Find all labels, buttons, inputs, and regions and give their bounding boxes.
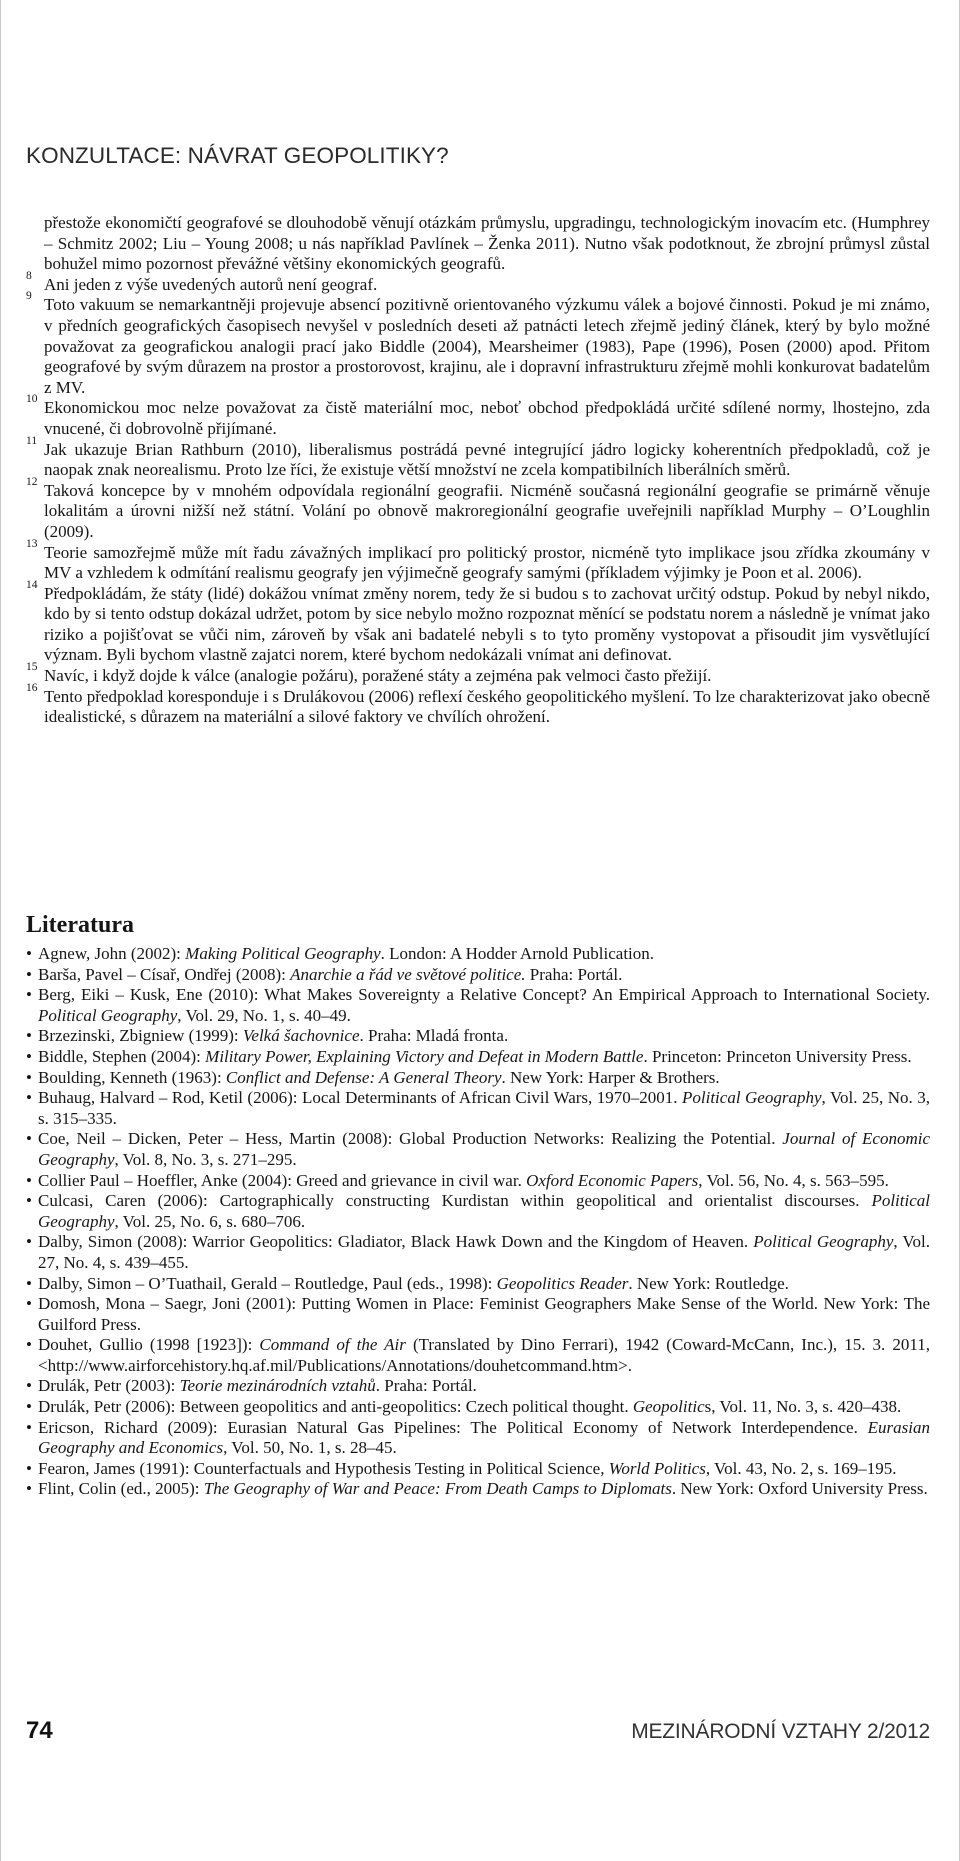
bullet-icon: • — [26, 944, 32, 963]
footnote-number: 14 — [26, 578, 38, 591]
bib-entry — [26, 1479, 930, 1500]
bullet-icon: • — [26, 1191, 32, 1211]
bib-text: Fearon, James (1991): Counterfactuals and Hypothesis Testing in Political Science — [38, 1458, 601, 1478]
bullet-icon: • — [26, 1458, 32, 1478]
footnote — [26, 269, 930, 296]
bib-entry — [26, 1171, 930, 1192]
footnote — [26, 290, 930, 398]
bullet-icon: • — [26, 964, 32, 984]
bib-title: Conflict and Defense: A General Theory — [225, 1067, 502, 1087]
journal-name: MEZINÁRODNÍ VZTAHY 2/2012 — [631, 1720, 930, 1743]
footnotes — [26, 213, 930, 728]
bib-title: Geopolitic — [632, 1397, 705, 1417]
bib-entry — [26, 1335, 930, 1376]
footnote-text: Předpokládám, že státy (lidé) dokážou vnímat změny norem, tedy že si budou s to zachovat určitý odstup. Pokud by nebyl nikdo, kdo by si tento odstup dokázal udržet, potom by sice nebylo možno rozpoznat měnící se podstatu norem a následně je vnímat jako riziko a pojišťovat se vůči nim, zároveň by však ani badatelé nebyli s to tyto proměny vystopovat a přisoudit jim vysvětlující význam. Byli bychom vlastně zajatci norem, které bychom nedokázali vnímat ani definovat. — [44, 583, 930, 665]
footnote-text: Teorie samozřejmě může mít řadu závažných implikací pro politický prostor, nicméně tyto implikace jsou zřídka zkoumány v MV a vzhledem k odmítání realismu geografy jen výjimečně geografy samými (příkladem výjimky je Poon et al. 2006). — [44, 542, 930, 583]
bib-details: . New York: Harper & Brothers. — [501, 1067, 720, 1087]
bib-text: Culcasi, Caren (2006): Cartographically constructing Kurdistan within geopolitical and orientalist discourses. — [38, 1191, 872, 1211]
bib-text: Buhaug, Halvard – Rod, Ketil (2006): Local Determinants of African Civil Wars, 1970–2001. — [38, 1088, 682, 1108]
bib-title: Political Geography — [38, 1005, 178, 1025]
bullet-icon: • — [26, 1479, 32, 1499]
footnote-number: 16 — [26, 681, 38, 694]
bib-text: Douhet, Gullio (1998 [1923]): — [38, 1335, 260, 1355]
bib-entry — [26, 985, 930, 1026]
bib-title: Command of the Air — [259, 1335, 406, 1355]
bullet-icon: • — [26, 1170, 32, 1190]
bib-entry — [26, 944, 930, 965]
bullet-icon: • — [26, 1294, 32, 1314]
footnote — [26, 537, 930, 584]
bib-details: . Praha: Mladá fronta. — [359, 1026, 509, 1046]
footnote-number: 11 — [26, 434, 38, 447]
bib-details: , Vol. 25, No. 3, s. 315–335. — [38, 1088, 931, 1128]
bullet-icon: • — [26, 1232, 32, 1252]
bib-text: Flint, Colin (ed., 2005): — [38, 1479, 204, 1499]
bullet-icon: • — [26, 1026, 32, 1046]
bib-title: Military Power, Explaining Victory and Defeat in Modern Battle — [205, 1046, 644, 1066]
bib-text: Biddle, Stephen (2004): — [38, 1046, 206, 1066]
footnote-text: Taková koncepce by v mnohém odpovídala regionální geografii. Nicméně současná regionální geografie se primárně věnuje lokalitám a úrovni nižší než státní. Volání po obnově makroregionální geografie uveřejnili například Murphy – O’Loughlin (2009). — [44, 480, 930, 541]
bib-details: (Translated by Dino Ferrari), 1942 (Coward-McCann, Inc.), 15. 3. 2011, <http://www.airforcehistory.hq.af.mil/Publications/Annotations/douhetcommand.htm>. — [38, 1335, 930, 1375]
bib-title: The Geography of War and Peace: From Death Camps to Diplomats — [203, 1479, 672, 1499]
footnote-text: Navíc, i když dojde k válce (analogie požáru), poražené státy a zejména pak velmoci často přežijí. — [44, 666, 712, 686]
bib-details: , Vol. 8, No. 3, s. 271–295. — [114, 1149, 297, 1169]
bib-details: , Vol. 29, No. 1, s. 40–49. — [177, 1005, 351, 1025]
footnote-number: 12 — [26, 475, 38, 488]
bullet-icon: • — [26, 1067, 32, 1087]
bib-entry — [26, 1418, 930, 1459]
bib-title: Geopolitics Reader — [496, 1273, 629, 1293]
bib-text: Agnew, John (2002): — [38, 944, 186, 963]
footnote-text: Ekonomickou moc nelze považovat za čistě materiální moc, neboť obchod předpokládá určité sdílené normy, lhostejno, zda vnucené, či dobrovolně přijímané. — [44, 398, 930, 438]
footnote — [26, 661, 930, 687]
bib-text: Drulák, Petr (2006): Between geopolitics and anti-geopolitics: Czech political thought. — [38, 1397, 633, 1417]
bib-text: Berg, Eiki – Kusk, Ene (2010): What Makes Sovereignty a Relative Concept? An Empirical Approach to International Society. — [38, 985, 930, 1005]
bib-details: s, Vol. 11, No. 3, s. 420–438. — [704, 1397, 902, 1417]
bib-text: Barša, Pavel – Císař, Ondřej (2008): — [38, 964, 291, 984]
bib-title: Journal of Economic Geography — [38, 1129, 930, 1169]
footnote-continuation: přestože ekonomičtí geografové se dlouhodobě věnují otázkám průmyslu, upgradingu, technologickým inovacím etc. (Humphrey – Schmitz 2002; Liu – Young 2008; u nás například Pavlínek – Ženka 2011). Nutno však podotknout, že zbrojní průmysl zůstal bohužel mimo pozornost převážné většiny ekonomických geografů. — [44, 213, 930, 274]
bib-text: Boulding, Kenneth (1963): — [38, 1067, 226, 1087]
bib-title: Velká šachovnice — [242, 1026, 360, 1046]
bib-details: , Vol. 43, No. 2, s. 169–195. — [705, 1458, 897, 1478]
bib-details: . London: A Hodder Arnold Publication. — [380, 944, 655, 963]
bullet-icon: • — [26, 1417, 32, 1437]
bullet-icon: • — [26, 1046, 32, 1066]
footnote-number: 13 — [26, 537, 38, 550]
bib-text: Coe, Neil – Dicken, Peter – Hess, Martin (2008): Global Production Networks: Realizing the Potential. — [38, 1129, 783, 1149]
bib-entry — [26, 1129, 930, 1170]
bib-details: , Vol. 50, No. 1, s. 28–45. — [223, 1438, 397, 1458]
page-number: 74 — [26, 1717, 53, 1744]
bib-details: . Praha: Portál. — [375, 1376, 477, 1396]
bullet-icon: • — [26, 985, 32, 1005]
bib-entry — [26, 1397, 930, 1418]
bib-entry — [26, 1274, 930, 1295]
bib-title: Teorie mezinárodních vztahů — [179, 1376, 376, 1396]
bib-entry — [26, 1088, 930, 1129]
bib-title: Political Geography — [38, 1191, 930, 1231]
bib-entry — [26, 1294, 930, 1335]
bib-details: Praha: Portál. — [525, 964, 623, 984]
footnote-text: Toto vakuum se nemarkantněji projevuje absencí pozitivně orientovaného výzkumu válek a bojové činnosti. Pokud je mi známo, v předních geografických časopisech nevyšel v posledních deseti až patnácti letech zřejmě jediný článek, který by bylo možné považovat za geografickou analogii prací jako Biddle (2004), Mearsheimer (1983), Pape (1996), Posen (2000) apod. Přitom geografové by svým důrazem na prostor a prostorovost, krajinu, ale i dopravní infrastrukturu zřejmě mohli konkurovat badatelům z MV. — [44, 295, 930, 397]
bib-title: Anarchie a řád ve světové politice. — [290, 964, 526, 984]
bib-text: Dalby, Simon (2008): Warrior Geopolitics: Gladiator, Black Hawk Down and the Kingdom of Heaven. — [38, 1232, 754, 1252]
bib-title: Making Political Geography — [185, 944, 381, 963]
footnote-number: 15 — [26, 661, 38, 674]
bullet-icon: • — [26, 1088, 32, 1108]
page-edge-left — [0, 0, 1, 1861]
bullet-icon: • — [26, 1397, 32, 1417]
literature-heading: Literatura — [26, 912, 134, 938]
bib-details: , Vol. 27, No. 4, s. 439–455. — [38, 1232, 930, 1272]
bib-text: Drulák, Petr (2003): — [38, 1376, 180, 1396]
bib-text: Domosh, Mona – Saegr, Joni (2001): Putting Women in Place: Feminist Geographers Make Sense of the World. New York: The Guilford Press. — [38, 1294, 930, 1334]
bullet-icon: • — [26, 1129, 32, 1149]
bib-entry — [26, 1047, 930, 1068]
bib-text: Dalby, Simon – O’Tuathail, Gerald – Routledge, Paul (eds., 1998): — [38, 1273, 497, 1293]
bib-details: , Vol. 25, No. 6, s. 680–706. — [114, 1211, 306, 1231]
bib-entry — [26, 1232, 930, 1273]
footnote — [26, 434, 930, 481]
bib-details: . New York: Oxford University Press. — [671, 1479, 928, 1499]
bib-title: Political Geography — [753, 1232, 894, 1252]
bib-entry — [26, 1026, 930, 1047]
bib-details: . Princeton: Princeton University Press. — [643, 1046, 912, 1066]
bib-text: Ericson, Richard (2009): Eurasian Natural Gas Pipelines: The Political Economy of Network Interdependence. — [38, 1417, 868, 1437]
footnote-text: Ani jeden z výše uvedených autorů není geograf. — [44, 274, 378, 294]
bib-text: Collier Paul – Hoeffler, Anke (2004): Greed and grievance in civil war. — [38, 1170, 527, 1190]
footnote-number: 10 — [26, 393, 38, 406]
bib-title: Eurasian Geography and Economics — [38, 1417, 930, 1458]
footnote — [26, 681, 930, 728]
bib-entry — [26, 1068, 930, 1089]
running-title: KONZULTACE: NÁVRAT GEOPOLITIKY? — [26, 143, 449, 168]
bib-entry — [26, 1459, 930, 1480]
bibliography — [26, 944, 930, 1500]
footnote — [26, 393, 930, 439]
bib-title: Oxford Economic Papers — [526, 1170, 699, 1190]
bib-details: , Vol. 56, No. 4, s. 563–595. — [698, 1170, 889, 1190]
bib-entry — [26, 965, 930, 986]
footnote — [26, 578, 930, 666]
footnote — [26, 475, 930, 543]
bullet-icon: • — [26, 1335, 32, 1355]
bullet-icon: • — [26, 1376, 32, 1396]
footnote-number: 8 — [26, 269, 32, 282]
bib-entry — [26, 1191, 930, 1232]
bib-title: Political Geography — [682, 1088, 822, 1108]
footnote-number: 9 — [26, 290, 32, 303]
footnote-text: Tento předpoklad koresponduje i s Drulákovou (2006) reflexí českého geopolitického myšlení. To lze charakterizovat jako obecně idealistické, s důrazem na materiální a silové faktory ve chvílích ohrožení. — [44, 686, 930, 727]
bib-details: . New York: Routledge. — [628, 1273, 789, 1293]
bib-entry — [26, 1376, 930, 1397]
bib-title: , World Politics — [600, 1458, 706, 1478]
footnote-text: Jak ukazuje Brian Rathburn (2010), liberalismus postrádá pevné integrující jádro logicky koherentních předpokladů, což je naopak znak neorealismu. Proto lze říci, že existuje větší množství ne zcela kompatibilních liberálních směrů. — [44, 439, 930, 480]
bullet-icon: • — [26, 1273, 32, 1293]
bib-text: Brzezinski, Zbigniew (1999): — [38, 1026, 243, 1046]
